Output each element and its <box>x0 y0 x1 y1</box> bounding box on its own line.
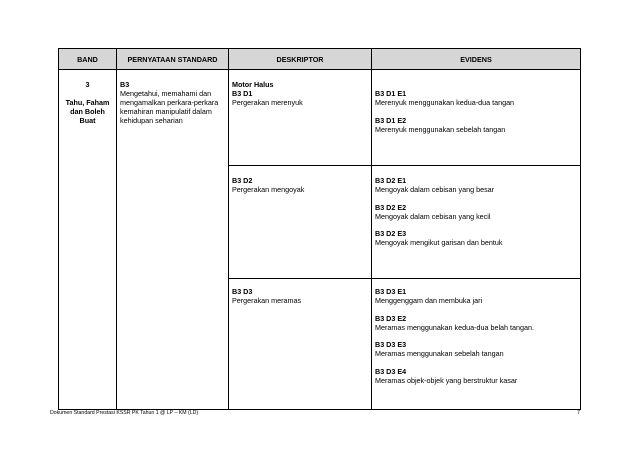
evidence-text: Meramas objek-objek yang berstruktur kasar <box>375 375 518 385</box>
evidence-text: Menggenggam dan membuka jari <box>375 296 483 305</box>
evidence-item <box>375 287 577 305</box>
evidence-code: B3 D3 E3 <box>375 340 407 349</box>
descriptor-cell <box>229 279 372 410</box>
evidence-code: B3 D2 E1 <box>375 176 407 185</box>
evidence-item <box>375 229 577 247</box>
standard-text: Mengetahui, memahami dan mengamalkan perkara-perkara kemahiran manipulatif dalam kehidupan seharian <box>120 89 219 125</box>
evidence-text: Merenyuk menggunakan kedua-dua tangan <box>375 98 515 107</box>
evidence-code: B3 D3 E1 <box>375 287 407 296</box>
evidence-item <box>375 340 577 358</box>
band-cell <box>59 70 117 410</box>
header-evidence: EVIDENS <box>372 49 581 70</box>
table-header-row <box>59 49 581 70</box>
descriptor-heading: Motor Halus <box>232 80 274 89</box>
header-band: BAND <box>59 49 117 70</box>
standard-cell <box>117 70 229 410</box>
evidence-item <box>375 367 577 385</box>
descriptor-text: Pergerakan meramas <box>232 296 302 305</box>
evidence-code: B3 D2 E3 <box>375 229 407 238</box>
evidence-text: Meramas menggunakan kedua-dua belah tangan. <box>375 322 535 332</box>
evidence-item <box>375 89 577 107</box>
descriptor-text: Pergerakan merenyuk <box>232 98 303 107</box>
footer-document-title: Dokumen Standard Prestasi KSSR PK Tahun 1 @ LP – KM (LD) <box>50 410 199 416</box>
band-number: 3 <box>85 80 90 89</box>
descriptor-code: B3 D2 <box>232 176 253 185</box>
evidence-text: Merenyuk menggunakan sebelah tangan <box>375 124 506 134</box>
evidence-code: B3 D2 E2 <box>375 202 407 212</box>
band-label: Tahu, Faham dan Boleh Buat <box>65 98 110 125</box>
evidence-text: Meramas menggunakan sebelah tangan <box>375 349 504 358</box>
evidence-item <box>375 176 577 194</box>
descriptor-code: B3 D3 <box>232 287 253 296</box>
table-row <box>59 70 581 166</box>
evidence-text: Mengoyak mengikut garisan dan bentuk <box>375 238 503 247</box>
evidence-cell <box>372 70 581 166</box>
evidence-text: Mengoyak dalam cebisan yang besar <box>375 185 495 194</box>
header-descriptor: DESKRIPTOR <box>229 49 372 70</box>
evidence-text: Mengoyak dalam cebisan yang kecil <box>375 211 491 221</box>
evidence-code: B3 D3 E2 <box>375 313 407 323</box>
page-footer <box>50 410 580 416</box>
standard-code: B3 <box>120 80 130 89</box>
descriptor-cell <box>229 70 372 166</box>
evidence-code: B3 D1 E1 <box>375 89 407 98</box>
page-number: 7 <box>577 410 580 416</box>
header-standard: PERNYATAAN STANDARD <box>117 49 229 70</box>
evidence-code: B3 D1 E2 <box>375 115 407 125</box>
standards-table <box>58 48 581 410</box>
evidence-cell <box>372 166 581 279</box>
descriptor-text: Pergerakan mengoyak <box>232 185 305 194</box>
evidence-code: B3 D3 E4 <box>375 366 407 376</box>
evidence-item <box>375 116 577 134</box>
descriptor-cell <box>229 166 372 279</box>
evidence-item <box>375 203 577 221</box>
descriptor-code: B3 D1 <box>232 89 253 98</box>
evidence-cell <box>372 279 581 410</box>
evidence-item <box>375 314 577 332</box>
